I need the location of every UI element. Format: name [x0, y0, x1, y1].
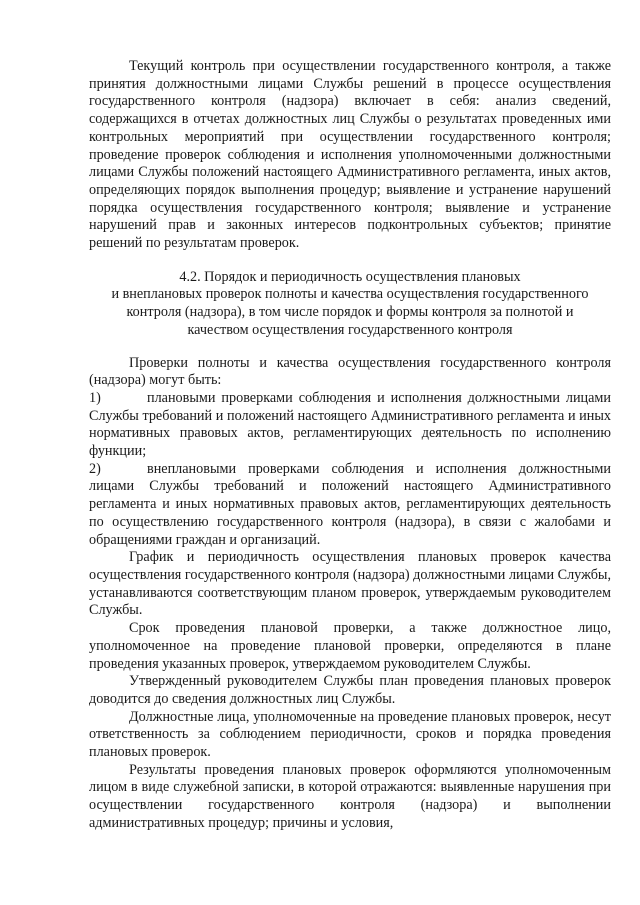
paragraph-schedule: График и периодичность осуществления плановых проверок качества осуществления государственного контроля (надзора) должностными лицами Службы, устанавливаются соответствующим планом проверок, утверждаемым руководителем Службы.	[89, 549, 611, 619]
list-item-unplanned	[89, 461, 611, 550]
paragraph-plan: Утвержденный руководителем Службы план проведения плановых проверок доводится до сведения должностных лиц Службы.	[89, 673, 611, 707]
section-heading-4-2	[89, 269, 611, 340]
list-item-planned-text: плановыми проверками соблюдения и исполнения должностными лицами Службы требований и положений настоящего Административного регламента и иных нормативных правовых актов, регламентирующих деятельность по исполнению функции;	[89, 389, 611, 460]
paragraph-current-control: Текущий контроль при осуществлении государственного контроля, а также принятия должностными лицами Службы решений в процессе осуществления государственного контроля (надзора) включает в себя: анализ сведений, содержащихся в отчетах должностных лиц Службы о результатах проведенных ими контрольных мероприятий при осуществлении государственного контроля; проведение проверок соблюдения и исполнения уполномоченными должностными лицами Службы положений настоящего Административного регламента, иных актов, определяющих порядок выполнения процедур; выявление и устранение нарушений порядка осуществления государственного контроля; выявление и устранение нарушений прав и законных интересов подконтрольных субъектов; принятие решений по результатам проверок.	[89, 58, 611, 252]
paragraph-checks-intro: Проверки полноты и качества осуществления государственного контроля (надзора) могут быть:	[89, 354, 611, 389]
paragraph-results: Результаты проведения плановых проверок оформляются уполномоченным лицом в виде служебной записки, в которой отражаются: выявленные нарушения при осуществлении государственного контроля (надзора) и выполнении административных процедур; причины и условия,	[89, 761, 611, 831]
document-page	[89, 58, 611, 833]
spacer	[89, 340, 611, 355]
heading-line-1: 4.2. Порядок и периодичность осуществления плановых	[179, 268, 521, 285]
list-number-1: 1)	[89, 389, 101, 406]
paragraph-term: Срок проведения плановой проверки, а также должностное лицо, уполномоченное на проведение плановой проверки, определяются в плане проведения указанных проверок, утверждаемом руководителем Службы.	[89, 620, 611, 672]
list-item-planned	[89, 390, 611, 461]
heading-line-4: качеством осуществления государственного контроля	[187, 321, 513, 338]
list-number-2: 2)	[89, 460, 101, 477]
list-item-unplanned-text: внеплановыми проверками соблюдения и исполнения должностными лицами Службы требований и положений настоящего Административного регламента и иных нормативных правовых актов, регламентирующих деятельность по осуществлению государственного контроля (надзора), в связи с жалобами и обращениями граждан и организаций.	[89, 460, 611, 548]
heading-line-2: и внеплановых проверок полноты и качества осуществления государственного	[111, 286, 589, 303]
paragraph-responsibility: Должностные лица, уполномоченные на проведение плановых проверок, несут ответственность за соблюдением периодичности, сроков и порядка проведения плановых проверок.	[89, 708, 611, 761]
heading-line-3: контроля (надзора), в том числе порядок и формы контроля за полнотой и	[126, 304, 574, 321]
